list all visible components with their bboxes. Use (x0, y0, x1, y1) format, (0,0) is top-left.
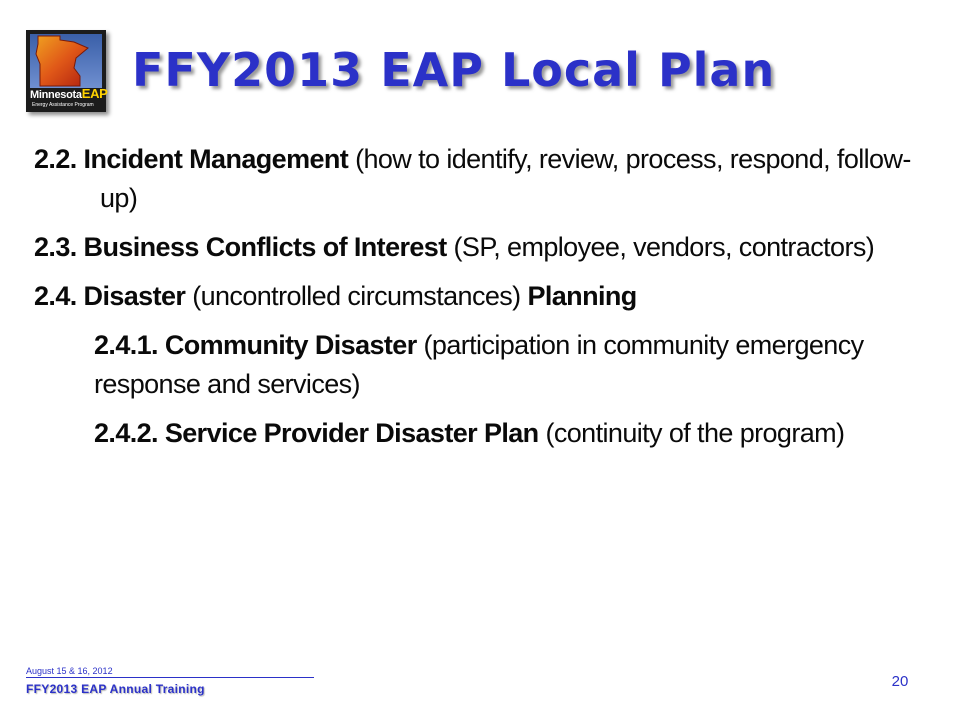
item-heading: Community Disaster (164, 330, 417, 360)
item-description: (continuity of the program) (538, 418, 845, 448)
item-number: 2.3. (34, 232, 84, 262)
item-number: 2.4. (34, 281, 84, 311)
minnesota-map-icon (30, 34, 102, 88)
logo-brand-text: Minnesota (30, 89, 82, 101)
list-item (34, 277, 914, 316)
item-number: 2.4.1. (94, 330, 165, 360)
item-number: 2.4.2. (94, 418, 165, 448)
slide-title: FFY2013 EAP Local Plan (132, 43, 776, 97)
sub-list-item (94, 326, 914, 404)
item-heading: Service Provider Disaster Plan (164, 418, 539, 448)
item-description: (participation in community emergency response and services) (94, 330, 864, 399)
sub-list-item (94, 414, 914, 453)
list-item (34, 228, 914, 267)
footer-training-title: FFY2013 EAP Annual Training (26, 682, 205, 696)
item-description: (how to identify, review, process, respond, follow-up) (100, 144, 911, 213)
list-item (34, 140, 914, 218)
item-description: (SP, employee, vendors, contractors) (446, 232, 875, 262)
item-heading: Business Conflicts of Interest (83, 232, 447, 262)
logo-subtitle: Energy Assistance Program (32, 102, 94, 108)
minnesota-eap-logo (26, 30, 106, 112)
item-number: 2.2. (34, 144, 84, 174)
item-heading: Disaster (83, 281, 186, 311)
logo-brand-accent: EAP (81, 86, 108, 101)
page-number: 20 (891, 673, 909, 690)
footer-date: August 15 & 16, 2012 (26, 666, 314, 678)
item-description: (uncontrolled circumstances) (185, 281, 528, 311)
item-heading: Incident Management (83, 144, 349, 174)
item-heading-suffix: Planning (527, 281, 637, 311)
slide-body (34, 140, 914, 463)
